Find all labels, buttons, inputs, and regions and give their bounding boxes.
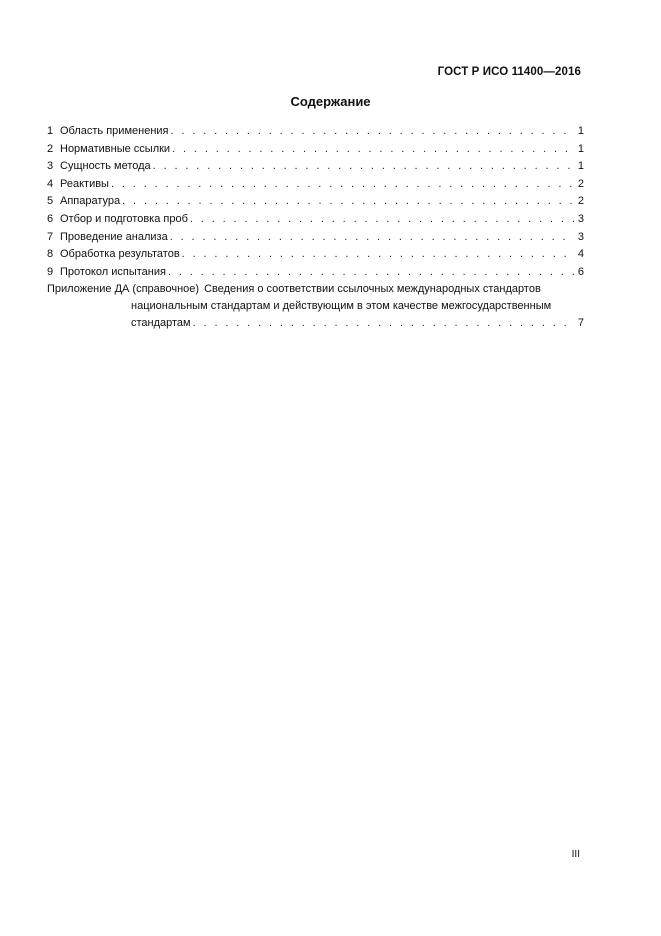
toc-entry[interactable] [47,246,584,264]
toc-entry-label: Нормативные ссылки [60,142,171,155]
appendix-prefix: Приложение ДА (справочное) [47,283,200,296]
toc-entry[interactable] [47,158,584,176]
toc-leader-dots [172,141,574,159]
toc-entry-page: 3 [577,230,584,243]
toc-entry-number: 5 [47,195,54,208]
toc-entry-number: 3 [47,160,54,173]
toc-entry-page: 4 [577,248,584,261]
toc-entry-number: 2 [47,142,54,155]
toc-entry-page: 1 [577,142,584,155]
toc-entry[interactable] [47,176,584,194]
toc-leader-dots [171,123,575,141]
toc-leader-dots [168,264,574,282]
toc-entry-page: 6 [577,265,584,278]
toc-entry-label: Проведение анализа [60,230,168,243]
toc-entry-label: Обработка результатов [60,248,180,261]
toc-entry[interactable] [47,141,584,159]
toc-entry-label: Область применения [60,125,169,137]
toc-entry-number: 4 [47,177,54,190]
toc-entry[interactable] [47,211,584,229]
document-header-code: ГОСТ Р ИСО 11400—2016 [437,66,581,78]
toc-entry-page: 2 [577,195,584,208]
toc-title: Содержание [290,94,371,109]
toc-entry[interactable] [47,193,584,211]
toc-entry-page: 1 [577,125,584,137]
toc-leader-dots [182,246,574,264]
toc-entry-number: 8 [47,248,54,261]
appendix-title-line-2: национальным стандартам и действующим в этом качестве межгосударственным [131,300,552,313]
toc-entry-number: 9 [47,265,54,278]
toc-leader-dots [170,229,574,247]
toc-entry-label: Реактивы [60,177,109,190]
toc-entry-page: 2 [577,177,584,190]
toc-entry-label: Отбор и подготовка проб [60,212,188,225]
toc-entry-label: Протокол испытания [60,265,166,278]
toc-entry-label: Сущность метода [60,160,151,173]
toc-entry-number: 6 [47,212,54,225]
toc-appendix-entry[interactable] [47,281,584,332]
toc-leader-dots [153,158,574,176]
toc-entry[interactable] [47,229,584,247]
toc-entry-page: 3 [577,212,584,225]
appendix-page: 7 [577,317,584,330]
appendix-title-line-1: Сведения о соответствии ссылочных международных стандартов [204,283,541,296]
toc-entry-number: 7 [47,230,54,243]
table-of-contents [47,123,584,332]
toc-entry-page: 1 [577,160,584,173]
toc-leader-dots [190,211,574,229]
toc-entry[interactable] [47,264,584,282]
toc-entry[interactable] [47,123,584,141]
toc-entry-number: 1 [47,125,54,137]
toc-entry-label: Аппаратура [60,195,121,208]
appendix-title-line-3: стандартам [131,317,191,330]
toc-leader-dots [122,193,574,211]
toc-leader-dots [111,176,574,194]
toc-leader-dots [193,315,574,332]
page-number: III [571,849,580,860]
